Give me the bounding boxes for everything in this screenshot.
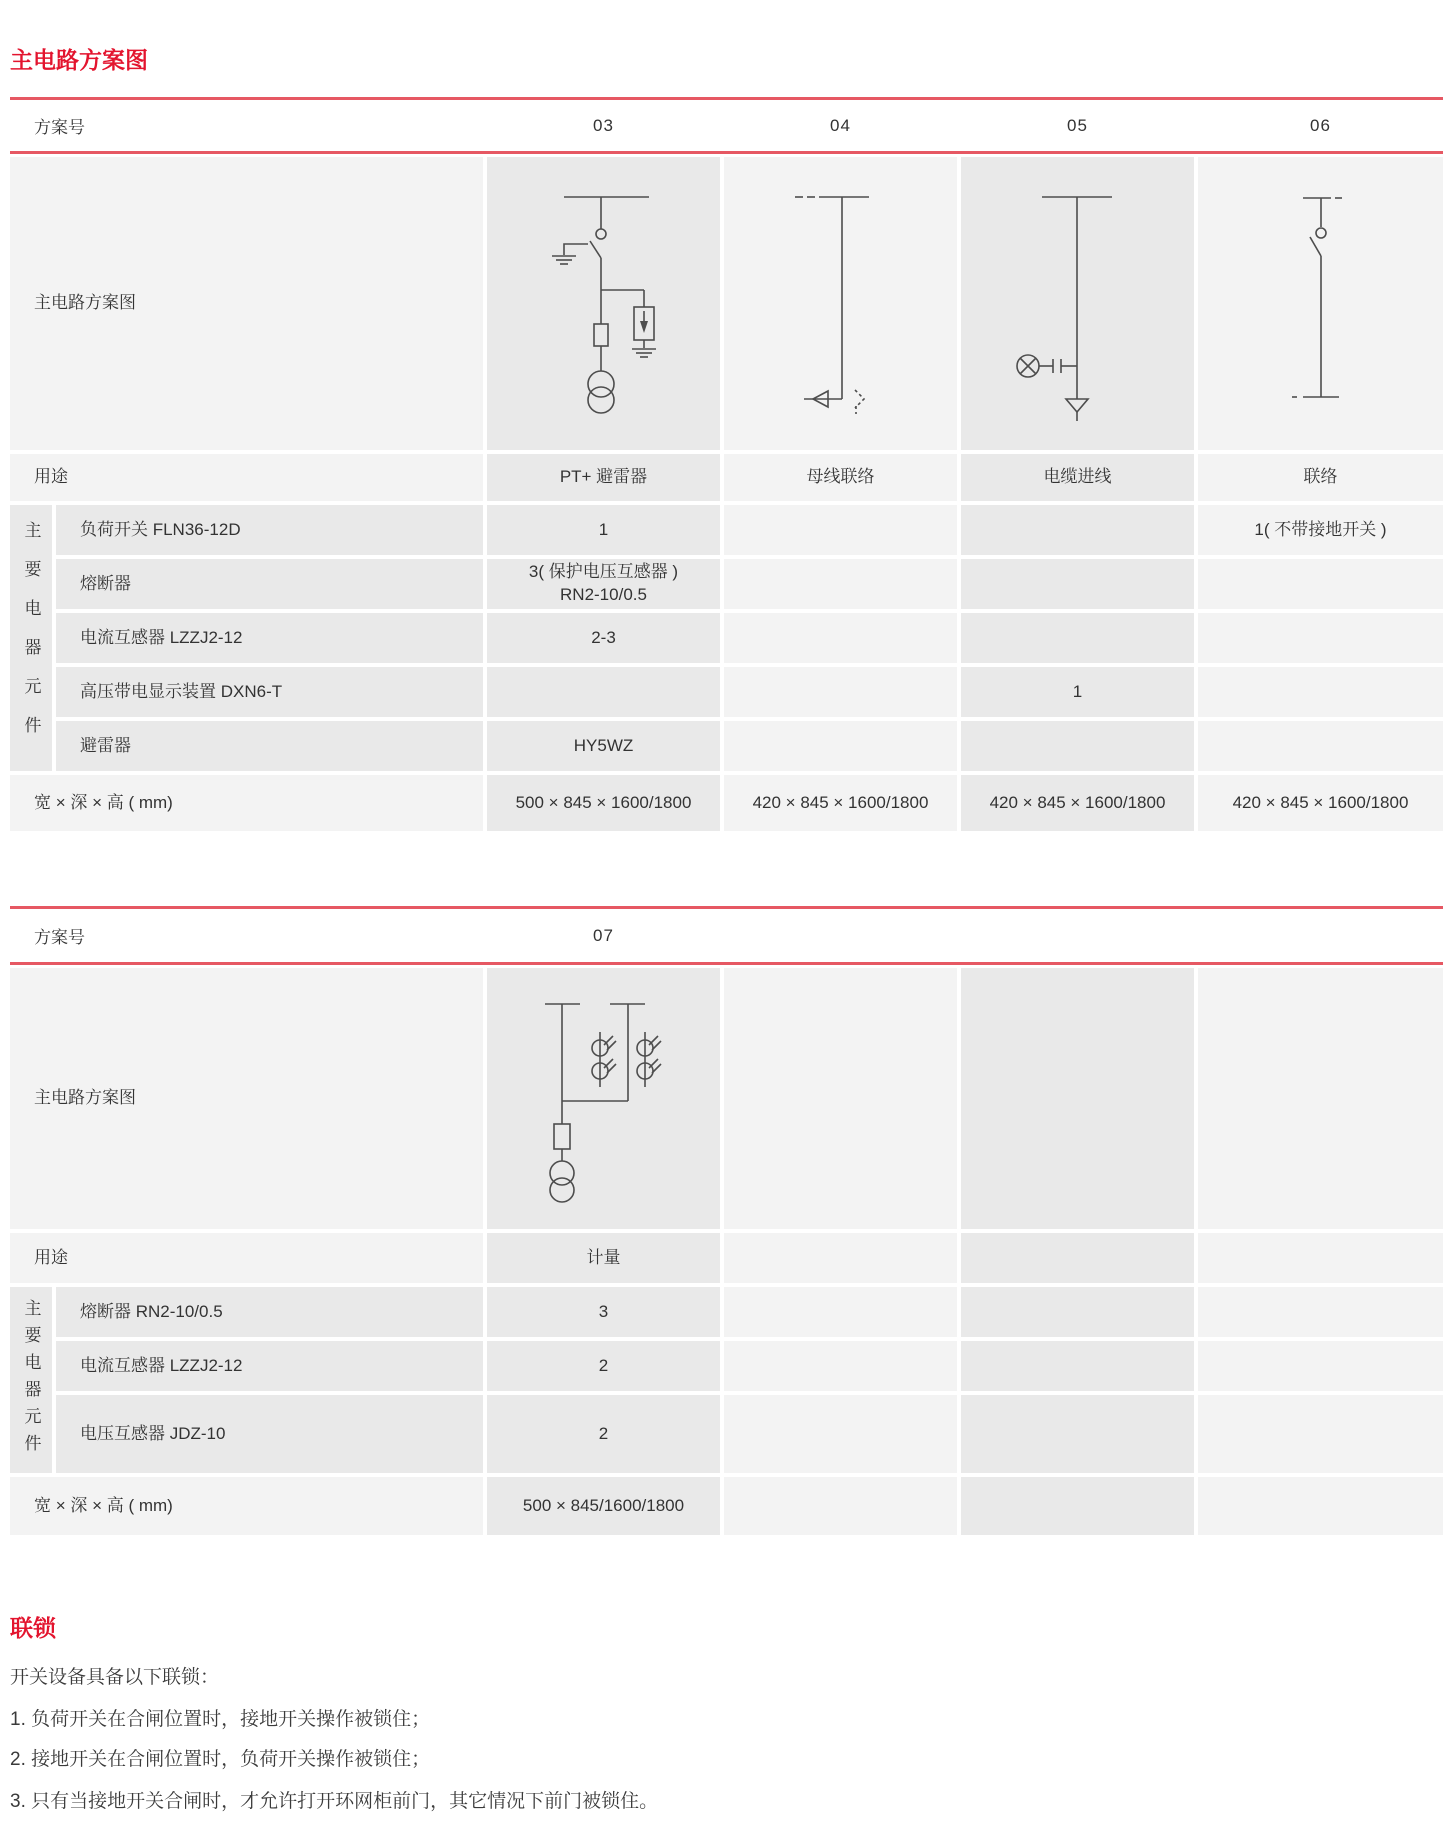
scheme-table-03-06 — [10, 97, 1443, 831]
metering-circuit-icon — [487, 968, 720, 1229]
component-value — [961, 1341, 1194, 1391]
table2-usage-label: 用途 — [10, 1233, 483, 1283]
component-value — [724, 1341, 957, 1391]
component-name: 电压互感器 JDZ-10 — [56, 1395, 483, 1473]
table2-header-row — [10, 906, 1443, 965]
interlock-item-3: 3. 只有当接地开关合闸时，才允许打开环网柜前门，其它情况下前门被锁住。 — [10, 1791, 659, 1812]
component-value — [961, 505, 1194, 555]
component-value — [1198, 1287, 1443, 1337]
interlock-item-1: 1. 负荷开关在合闸位置时，接地开关操作被锁住； — [10, 1709, 431, 1730]
table1-usage-label: 用途 — [10, 454, 483, 501]
component-value: 1 — [961, 667, 1194, 717]
table2-dims-label: 宽 × 深 × 高 ( mm) — [10, 1477, 483, 1535]
components-group-label: 主要电器元件 — [21, 1299, 41, 1461]
diagram-cell-03 — [487, 157, 720, 450]
table2-components-group-cell — [10, 1287, 52, 1473]
component-value — [1198, 667, 1443, 717]
component-value — [961, 559, 1194, 609]
component-value: 2 — [487, 1341, 720, 1391]
components-group-label: 主要电器元件 — [21, 521, 41, 755]
component-value — [1198, 1341, 1443, 1391]
usage-06: 联络 — [1198, 454, 1443, 501]
table1-body — [10, 154, 1443, 831]
component-value — [1198, 1395, 1443, 1473]
component-value: 1 — [487, 505, 720, 555]
cable-incoming-circuit-icon — [961, 157, 1194, 450]
component-value — [1198, 559, 1443, 609]
table1-diagram-row-label: 主电路方案图 — [10, 157, 483, 450]
table1-scheme-label: 方案号 — [34, 118, 85, 137]
component-name: 熔断器 — [56, 559, 483, 609]
table1-components-group-cell — [10, 505, 52, 771]
diagram-cell-empty — [961, 968, 1194, 1229]
component-value — [724, 559, 957, 609]
bus-tie-circuit-icon — [724, 157, 957, 450]
component-value — [724, 721, 957, 771]
component-value: 3 — [487, 1287, 720, 1337]
component-name: 熔断器 RN2-10/0.5 — [56, 1287, 483, 1337]
diagram-cell-07 — [487, 968, 720, 1229]
diagram-cell-06 — [1198, 157, 1443, 450]
diagram-cell-05 — [961, 157, 1194, 450]
usage-03: PT+ 避雷器 — [487, 454, 720, 501]
usage-05: 电缆进线 — [961, 454, 1194, 501]
component-name: 电流互感器 LZZJ2-12 — [56, 1341, 483, 1391]
usage-empty — [961, 1233, 1194, 1283]
diagram-cell-04 — [724, 157, 957, 450]
usage-07: 计量 — [487, 1233, 720, 1283]
table2-scheme-07: 07 — [593, 925, 614, 945]
dims-06: 420 × 845 × 1600/1800 — [1198, 775, 1443, 831]
page-title: 主电路方案图 — [10, 47, 148, 73]
table1-scheme-04: 04 — [830, 115, 851, 135]
interlock-item-2: 2. 接地开关在合闸位置时，负荷开关操作被锁住； — [10, 1749, 431, 1770]
tie-circuit-icon — [1198, 157, 1443, 450]
component-value — [961, 1287, 1194, 1337]
interlock-title: 联锁 — [10, 1615, 56, 1641]
component-value: 2 — [487, 1395, 720, 1473]
component-name: 电流互感器 LZZJ2-12 — [56, 613, 483, 663]
dims-05: 420 × 845 × 1600/1800 — [961, 775, 1194, 831]
table2-diagram-row-label: 主电路方案图 — [10, 968, 483, 1229]
component-value — [961, 1395, 1194, 1473]
table2-body — [10, 965, 1443, 1535]
table1-scheme-06: 06 — [1310, 115, 1331, 135]
dims-03: 500 × 845 × 1600/1800 — [487, 775, 720, 831]
dims-empty — [961, 1477, 1194, 1535]
diagram-cell-empty — [1198, 968, 1443, 1229]
table2-scheme-label: 方案号 — [34, 928, 85, 947]
component-value — [724, 1395, 957, 1473]
component-value: 3( 保护电压互感器 ) RN2-10/0.5 — [487, 559, 720, 609]
component-value — [487, 667, 720, 717]
component-value — [1198, 721, 1443, 771]
component-value: 1( 不带接地开关 ) — [1198, 505, 1443, 555]
component-value — [961, 613, 1194, 663]
component-value — [724, 1287, 957, 1337]
dims-04: 420 × 845 × 1600/1800 — [724, 775, 957, 831]
component-value — [961, 721, 1194, 771]
component-value: HY5WZ — [487, 721, 720, 771]
table1-scheme-03: 03 — [593, 115, 614, 135]
table1-scheme-05: 05 — [1067, 115, 1088, 135]
component-value: 2-3 — [487, 613, 720, 663]
usage-empty — [1198, 1233, 1443, 1283]
component-value — [1198, 613, 1443, 663]
usage-empty — [724, 1233, 957, 1283]
pt-arrester-circuit-icon — [487, 157, 720, 450]
component-name: 高压带电显示装置 DXN6-T — [56, 667, 483, 717]
interlock-intro: 开关设备具备以下联锁： — [10, 1667, 220, 1688]
dims-07: 500 × 845/1600/1800 — [487, 1477, 720, 1535]
table1-dims-label: 宽 × 深 × 高 ( mm) — [10, 775, 483, 831]
table1-header-row — [10, 97, 1443, 154]
component-value — [724, 613, 957, 663]
scheme-table-07 — [10, 906, 1443, 1535]
usage-04: 母线联络 — [724, 454, 957, 501]
diagram-cell-empty — [724, 968, 957, 1229]
component-name: 负荷开关 FLN36-12D — [56, 505, 483, 555]
dims-empty — [1198, 1477, 1443, 1535]
component-value — [724, 505, 957, 555]
dims-empty — [724, 1477, 957, 1535]
component-name: 避雷器 — [56, 721, 483, 771]
component-value — [724, 667, 957, 717]
